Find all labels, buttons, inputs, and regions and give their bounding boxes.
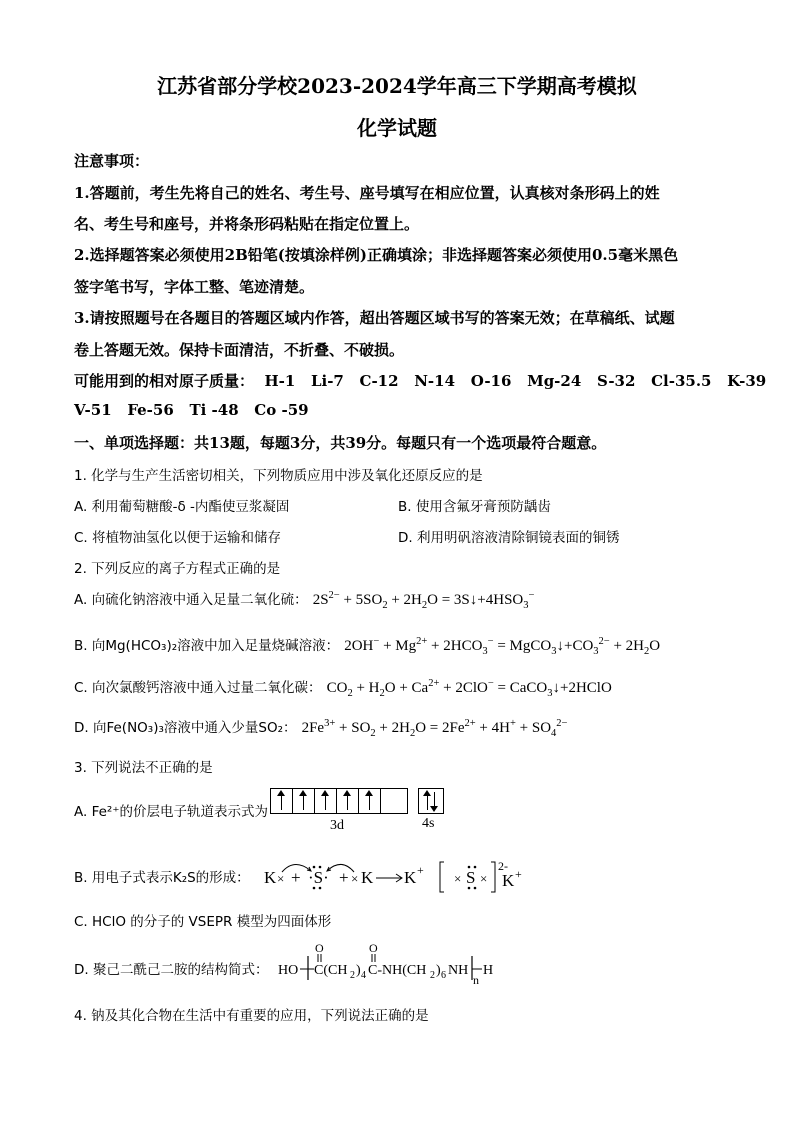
- question-1-option-c: C. 将植物油氢化以便于运输和储存: [74, 530, 282, 546]
- notice-line: 卷上答题无效。保持卡面清洁，不折叠、不破损。: [74, 341, 405, 359]
- svg-text:×: ×: [351, 871, 359, 886]
- question-3-option-d-text: D. 聚己二酰己二胺的结构简式：: [74, 962, 269, 978]
- ionic-equation: $2OH^- + Mg^{2+} + 2HCO_3^-$ = $MgCO_3↓+CO_3^{2-} + 2H_2O$: [344, 636, 661, 657]
- svg-text:): ): [436, 963, 441, 978]
- svg-text:O: O: [315, 941, 324, 955]
- svg-text:S: S: [466, 868, 476, 887]
- ionic-equation: $2S^{2-} + 5SO_2 + 2H_2O$ = $3S↓+4HSO_3^-$: [312, 590, 535, 611]
- svg-text:C(CH: C(CH: [314, 963, 348, 978]
- svg-text:C-NH(CH: C-NH(CH: [368, 963, 427, 978]
- orbital-box: [271, 789, 293, 813]
- question-2-stem: 2. 下列反应的离子方程式正确的是: [74, 561, 281, 577]
- svg-text:K: K: [502, 871, 515, 890]
- option-text: C. 向次氯酸钙溶液中通入过量二氧化碳：: [74, 680, 322, 696]
- exam-title: 江苏省部分学校2023-2024学年高三下学期高考模拟: [157, 74, 637, 98]
- svg-text:+: +: [291, 868, 301, 887]
- question-4-stem: 4. 钠及其化合物在生活中有重要的应用，下列说法正确的是: [74, 1008, 429, 1024]
- notice-line: 签字笔书写，字体工整、笔迹清楚。: [74, 278, 315, 296]
- svg-text:+: +: [515, 867, 522, 881]
- question-1-option-b: B. 使用含氟牙膏预防龋齿: [398, 499, 551, 515]
- option-text: D. 向Fe(NO₃)₃溶液中通入少量SO₂：: [74, 720, 297, 736]
- svg-text:×: ×: [277, 871, 285, 886]
- svg-text:HO: HO: [278, 963, 299, 978]
- svg-text:×: ×: [480, 871, 488, 886]
- electron-dot-formation: [258, 850, 528, 896]
- question-1-option-d: D. 利用明矾溶液清除铜镜表面的铜锈: [398, 530, 620, 546]
- polymer-structure: [274, 938, 504, 990]
- notice-heading: 注意事项：: [74, 152, 150, 170]
- notice-line: 1.答题前，考生先将自己的姓名、考生号、座号填写在相应位置，认真核对条形码上的姓: [74, 184, 660, 202]
- svg-text:4: 4: [361, 970, 366, 981]
- exam-subtitle: 化学试题: [357, 116, 437, 140]
- svg-text:+: +: [339, 868, 349, 887]
- svg-text:n: n: [473, 973, 479, 987]
- svg-text:·S·: ·S·: [308, 868, 329, 887]
- orbital-box: [359, 789, 381, 813]
- notice-line: 名、考生号和座号，并将条形码粘贴在指定位置上。: [74, 215, 420, 233]
- option-text: A. 向硫化钠溶液中通入足量二氧化硫：: [74, 592, 308, 608]
- svg-text:): ): [356, 963, 361, 978]
- svg-text:NH: NH: [448, 963, 469, 978]
- svg-text:K: K: [264, 868, 277, 887]
- question-2-option-c: [74, 676, 612, 697]
- question-1-stem: 1. 化学与生产生活密切相关，下列物质应用中涉及氧化还原反应的是: [74, 468, 483, 484]
- orbital-box: [293, 789, 315, 813]
- orbital-label-3d: 3d: [330, 818, 344, 833]
- orbital-label-4s: 4s: [422, 816, 435, 831]
- svg-text:×: ×: [454, 871, 462, 886]
- question-3-option-c: C. HClO 的分子的 VSEPR 模型为四面体形: [74, 914, 332, 930]
- question-2-option-d: [74, 716, 567, 737]
- question-3-option-a-text: A. Fe²⁺的价层电子轨道表示式为: [74, 804, 268, 820]
- notice-line: 2.选择题答案必须使用2B铅笔(按填涂样例)正确填涂；非选择题答案必须使用0.5毫米黑色: [74, 246, 679, 264]
- question-2-option-b: [74, 634, 660, 655]
- svg-text:+: +: [417, 863, 424, 877]
- orbital-4s: [418, 788, 444, 814]
- svg-text:2: 2: [430, 970, 435, 981]
- ionic-equation: $CO_2 + H_2O + Ca^{2+} + 2ClO^-$ = CaCO$_3$↓+2HClO: [326, 678, 612, 699]
- svg-text:2: 2: [350, 970, 355, 981]
- svg-text:K: K: [361, 868, 374, 887]
- svg-text:2-: 2-: [498, 859, 508, 873]
- orbital-box: [337, 789, 359, 813]
- orbital-box: [381, 789, 403, 813]
- question-1-option-a: A. 利用葡萄糖酸-δ -内酯使豆浆凝固: [74, 499, 290, 515]
- atomic-masses-cont: V-51 Fe-56 Ti -48 Co -59: [74, 401, 309, 419]
- notice-line: 3.请按照题号在各题目的答题区域内作答，超出答题区域书写的答案无效；在草稿纸、试题: [74, 309, 675, 327]
- question-3-option-b-text: B. 用电子式表示K₂S的形成：: [74, 870, 250, 886]
- question-2-option-a: [74, 588, 534, 609]
- section-heading: 一、单项选择题：共13题，每题3分，共39分。每题只有一个选项最符合题意。: [74, 434, 607, 452]
- svg-text:O: O: [369, 941, 378, 955]
- orbital-box: [315, 789, 337, 813]
- svg-text:6: 6: [441, 970, 446, 981]
- atomic-masses: 可能用到的相对原子质量： H-1 Li-7 C-12 N-14 O-16 Mg-24 S-32 Cl-35.5 K-39: [74, 372, 767, 390]
- orbital-3d: [270, 788, 408, 814]
- svg-text:K: K: [404, 868, 417, 887]
- svg-text:H: H: [483, 963, 494, 978]
- question-3-stem: 3. 下列说法不正确的是: [74, 760, 213, 776]
- ionic-equation: $2Fe^{3+} + SO_2 + 2H_2O = 2Fe^{2+} + 4H^+ + SO_4^{2-}$: [301, 718, 568, 739]
- option-text: B. 向Mg(HCO₃)₂溶液中加入足量烧碱溶液：: [74, 638, 340, 654]
